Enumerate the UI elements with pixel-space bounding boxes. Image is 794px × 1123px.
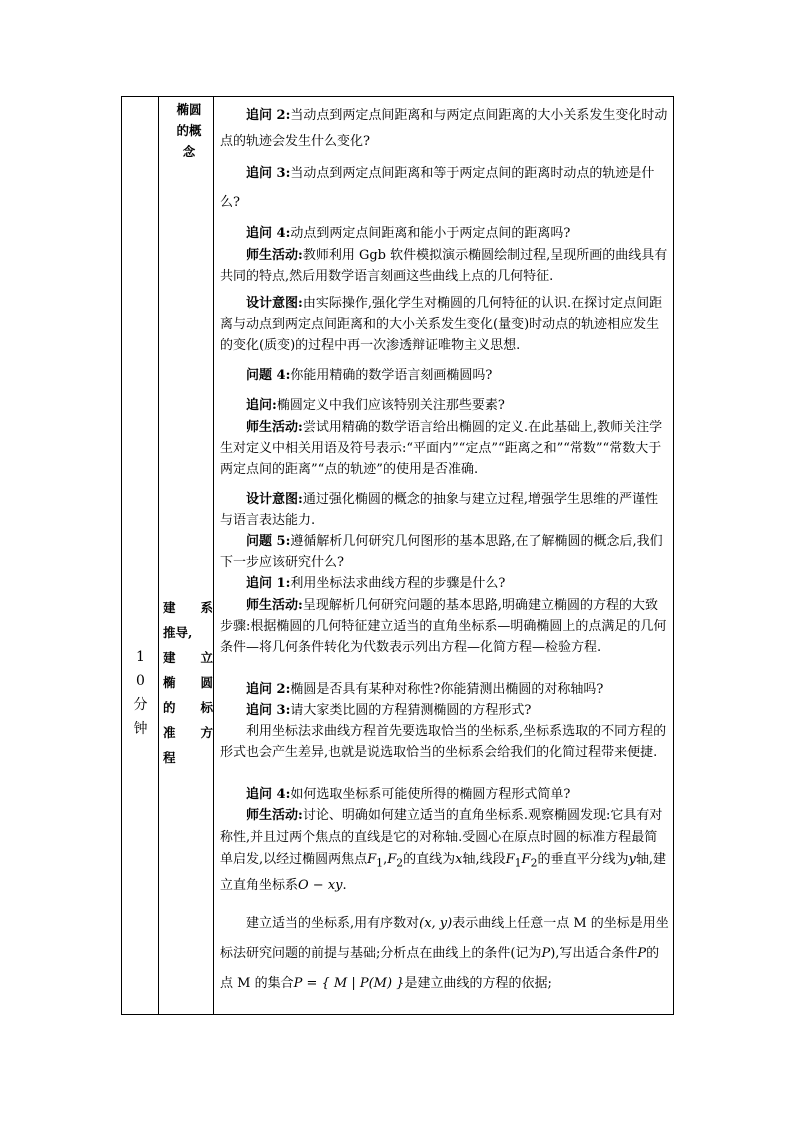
followup-3: 追问 3:当动点到两定点间距离和等于两定点间的距离时动点的轨迹是什么? (220, 166, 655, 210)
stage-line: 椭 圆 (163, 675, 213, 690)
activity-4: 师生活动:讨论、明确如何建立适当的直角坐标系.观察椭圆发现:它具有对称性,并且过两个焦点的直线是它的对称轴.受圆心在原点时圆的标准方程最简单启发,以经过椭圆两焦点$F_1,F_2$的直线为x轴,线段$F_1F_2$的垂直平分线为y轴,建立直角坐标系O − xy. (220, 808, 666, 893)
coordinate-method-paragraph: 利用坐标法求曲线方程首先要选取恰当的坐标系,坐标系选取的不同方程的形式也会产生差异,也就是说选取恰当的坐标系会给我们的化简过程带来便捷. (220, 724, 667, 760)
problem-5: 问题 5:遵循解析几何研究几何图形的基本思路,在了解椭圆的概念后,我们下一步应该研究什么? (220, 534, 663, 570)
time-column (122, 97, 159, 1014)
topic-line: 椭圆 (176, 102, 202, 117)
problem5-followup-4: 追问 4:如何选取坐标系可能使所得的椭圆方程形式简单? (246, 787, 571, 802)
activity-1: 师生活动:教师利用 Ggb 软件模拟演示椭圆绘制过程,呈现所画的曲线具有共同的特点,然后用数学语言刻画这些曲线上点的几何特征. (220, 248, 668, 284)
stage-line: 建 系 (163, 600, 213, 615)
topic-line: 的概 (176, 123, 202, 138)
topic-line: 念 (182, 144, 196, 159)
followup-4: 追问 4:动点到两定点间距离和能小于两定点间的距离吗? (246, 226, 571, 241)
lesson-table (121, 96, 674, 1015)
time-char: 分 (133, 697, 148, 713)
coordinate-system-paragraph: 建立适当的坐标系,用有序数对(x, y)表示曲线上任意一点 M 的坐标是用坐标法研究问题的前提与基础;分析点在曲线上的条件(记为P),写出适合条件P的点 M 的集合P = { M | P(M) }是建立曲线的方程的依据; (220, 916, 669, 991)
design-intent-2: 设计意图:通过强化椭圆的概念的抽象与建立过程,增强学生思维的严谨性与语言表达能力. (220, 492, 658, 528)
problem5-followup-2: 追问 2:椭圆是否具有某种对称性?你能猜测出椭圆的对称轴吗? (246, 682, 604, 697)
stage-line: 的 标 (163, 700, 213, 715)
stage-label (163, 595, 213, 770)
followup-definition: 追问:椭圆定义中我们应该特别关注那些要素? (246, 398, 505, 413)
time-char: 钟 (133, 721, 148, 737)
design-intent-1: 设计意图:由实际操作,强化学生对椭圆的几何特征的认识.在探讨定点间距离与动点到两定点间距离和的大小关系发生变化(量变)时动点的轨迹相应发生的变化(质变)的过程中再一次渗透辩证唯物主义思想. (220, 296, 663, 353)
problem-4: 问题 4:你能用精确的数学语言刻画椭圆吗? (246, 368, 493, 383)
stage-column (159, 97, 214, 1014)
topic-label (167, 99, 211, 162)
time-label (122, 645, 159, 741)
time-char: 0 (136, 673, 145, 689)
content-column (214, 97, 673, 1014)
stage-line: 建 立 (163, 650, 213, 665)
problem5-followup-3: 追问 3:请大家类比圆的方程猜测椭圆的方程形式? (246, 703, 532, 718)
problem5-followup-1: 追问 1:利用坐标法求曲线方程的步骤是什么? (246, 576, 506, 591)
activity-3: 师生活动:呈现解析几何研究问题的基本思路,明确建立椭圆的方程的大致步骤:根据椭圆的几何特征建立适当的直角坐标系—明确椭圆上的点满足的几何条件—将几何条件转化为代数表示列出方程—化简方程—检验方程. (220, 598, 667, 655)
time-char: 1 (136, 649, 145, 665)
activity-2: 师生活动:尝试用精确的数学语言给出椭圆的定义.在此基础上,教师关注学生对定义中相关用语及符号表示:“平面内”“定点”“距离之和”“常数”“常数大于两定点间的距离”“点的轨迹”的使用是否准确. (220, 420, 663, 477)
followup-2: 追问 2:当动点到两定点间距离和与两定点间距离的大小关系发生变化时动点的轨迹会发生什么变化? (220, 108, 668, 149)
stage-line: 准 方 (163, 725, 213, 740)
stage-line: 推导, (163, 625, 193, 640)
stage-line: 程 (163, 750, 176, 765)
